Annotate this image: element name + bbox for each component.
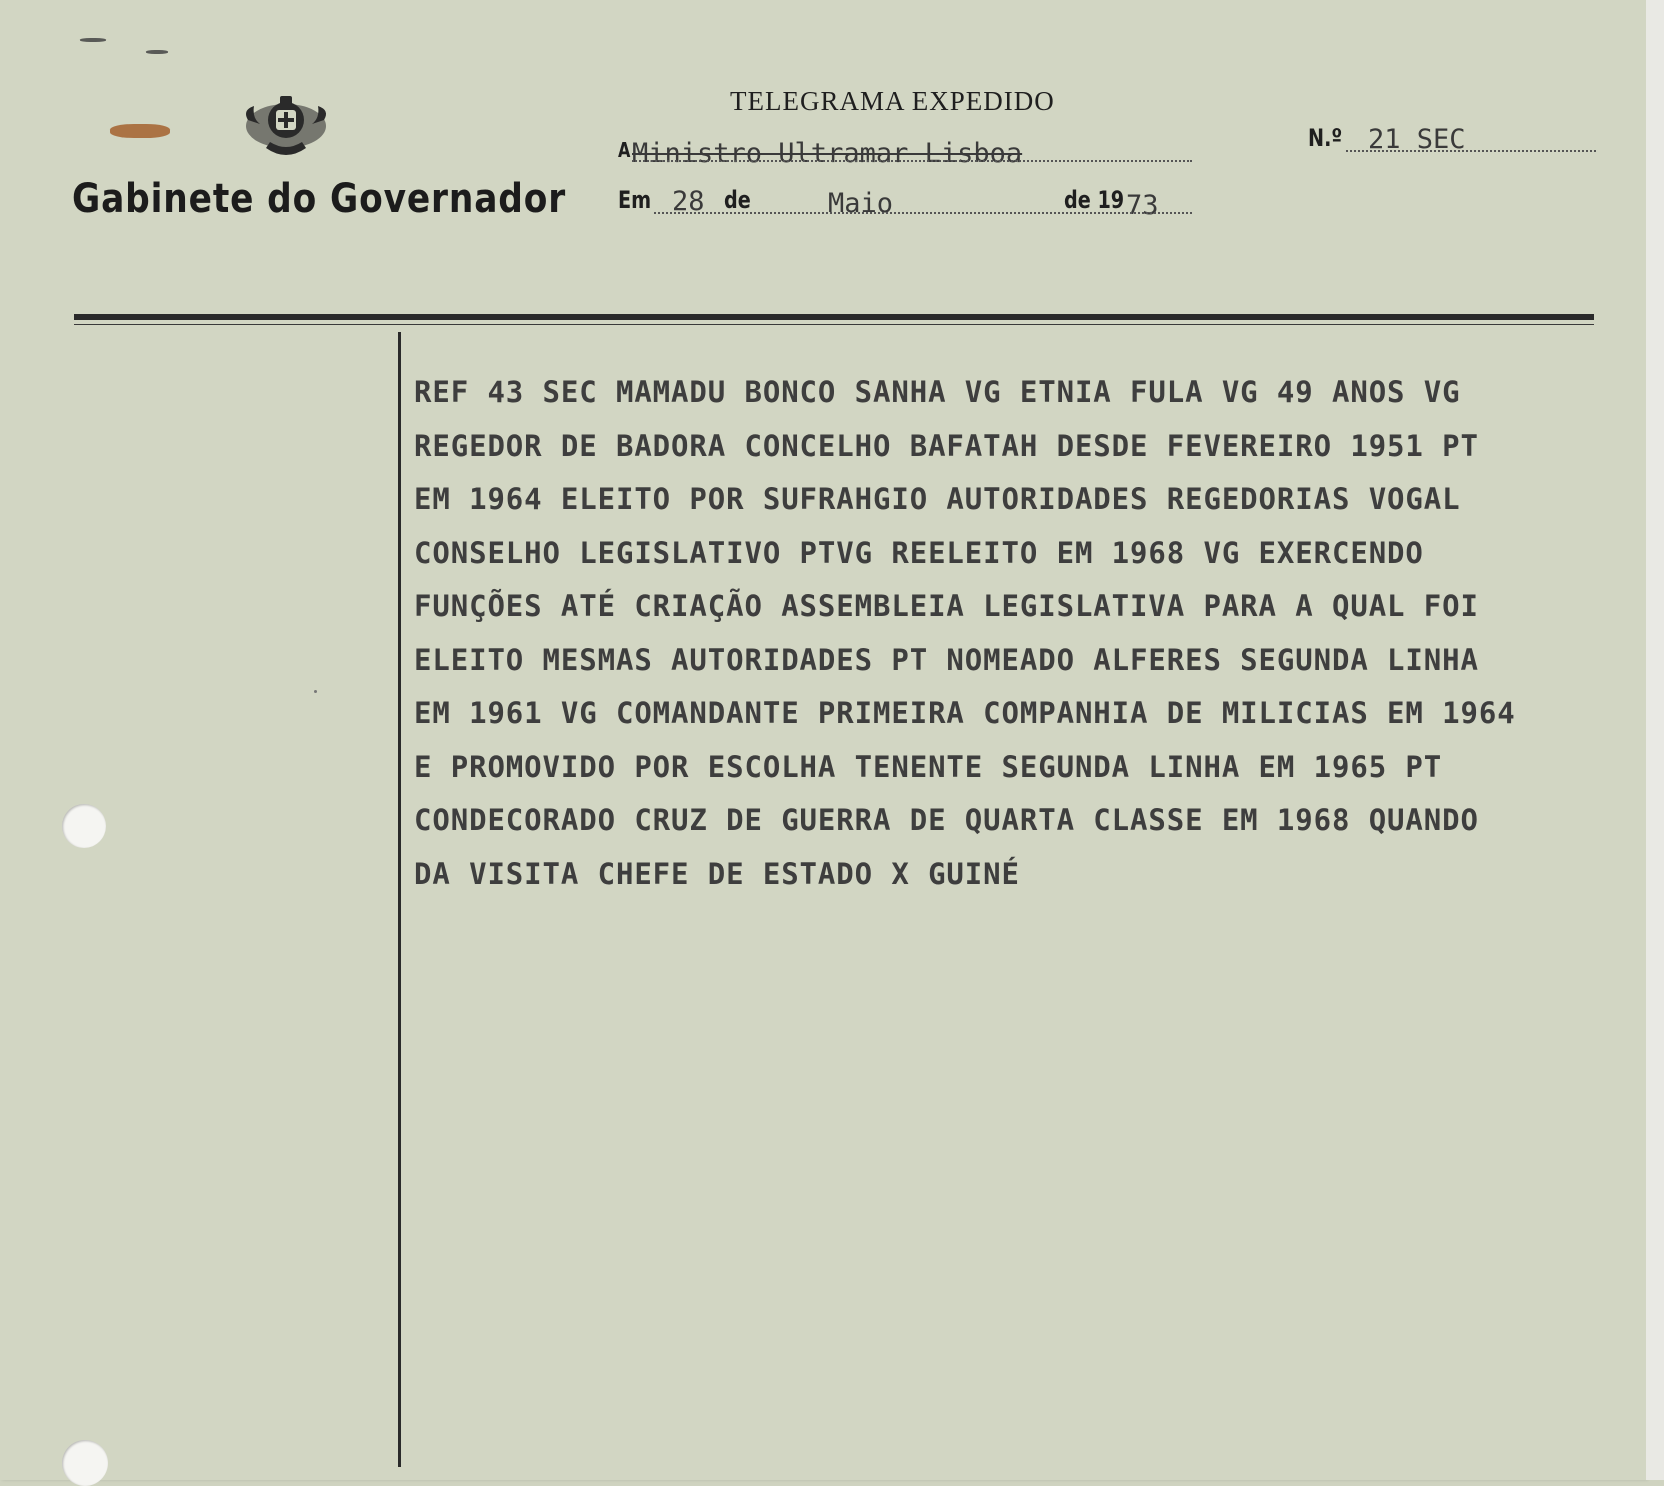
margin-line (398, 332, 401, 1467)
staple-stain (80, 38, 106, 42)
staple-stain (146, 50, 168, 54)
addressee-prefix: A (618, 138, 631, 162)
body-line: REGEDOR DE BADORA CONCELHO BAFATAH DESDE FEVEREIRO 1951 PT (414, 428, 1479, 463)
date-line (654, 212, 1192, 214)
date-month: Maio (828, 188, 894, 219)
telegram-body (414, 366, 1516, 901)
punch-hole (62, 804, 106, 848)
body-line: EM 1964 ELEITO POR SUFRAHGIO AUTORIDADES REGEDORIAS VOGAL (414, 482, 1461, 516)
page-edge (1646, 0, 1664, 1480)
office-name: Gabinete do Governador (72, 176, 567, 222)
body-line: REF 43 SEC MAMADU BONCO SANHA VG ETNIA FULA VG 49 ANOS VG (414, 375, 1461, 409)
header-divider (74, 314, 1594, 320)
date-year-label: de 19 (1064, 186, 1125, 214)
body-line: CONSELHO LEGISLATIVO PTVG REELEITO EM 1968 VG EXERCENDO (414, 535, 1424, 570)
date-prefix: Em (618, 186, 652, 214)
date-year: 73 (1126, 190, 1159, 221)
body-line: E PROMOVIDO POR ESCOLHA TENENTE SEGUNDA LINHA EM 1965 PT (414, 749, 1443, 784)
form-title: TELEGRAMA EXPEDIDO (730, 86, 1055, 116)
punch-hole (62, 1440, 108, 1486)
staple-stain (110, 124, 170, 138)
date-de: de (724, 186, 751, 214)
body-line: DA VISITA CHEFE DE ESTADO X GUINÉ (414, 856, 1020, 891)
body-line: FUNÇÕES ATÉ CRIAÇÃO ASSEMBLEIA LEGISLATIVA PARA A QUAL FOI (414, 589, 1479, 623)
body-line: EM 1961 VG COMANDANTE PRIMEIRA COMPANHIA DE MILICIAS EM 1964 (414, 696, 1516, 730)
telegram-number: 21 SEC (1368, 124, 1466, 155)
number-label: N.º (1308, 124, 1343, 152)
body-line: CONDECORADO CRUZ DE GUERRA DE QUARTA CLASSE EM 1968 QUANDO (414, 803, 1479, 837)
addressee: Ministro Ultramar Lisboa (632, 138, 1023, 169)
addressee-line (632, 160, 1192, 162)
header-divider-thin (74, 324, 1594, 325)
date-day: 28 (672, 186, 705, 217)
paper-speck (314, 690, 317, 693)
body-line: ELEITO MESMAS AUTORIDADES PT NOMEADO ALFERES SEGUNDA LINHA (414, 642, 1479, 677)
coat-of-arms-icon (240, 90, 332, 162)
number-line (1346, 150, 1596, 152)
